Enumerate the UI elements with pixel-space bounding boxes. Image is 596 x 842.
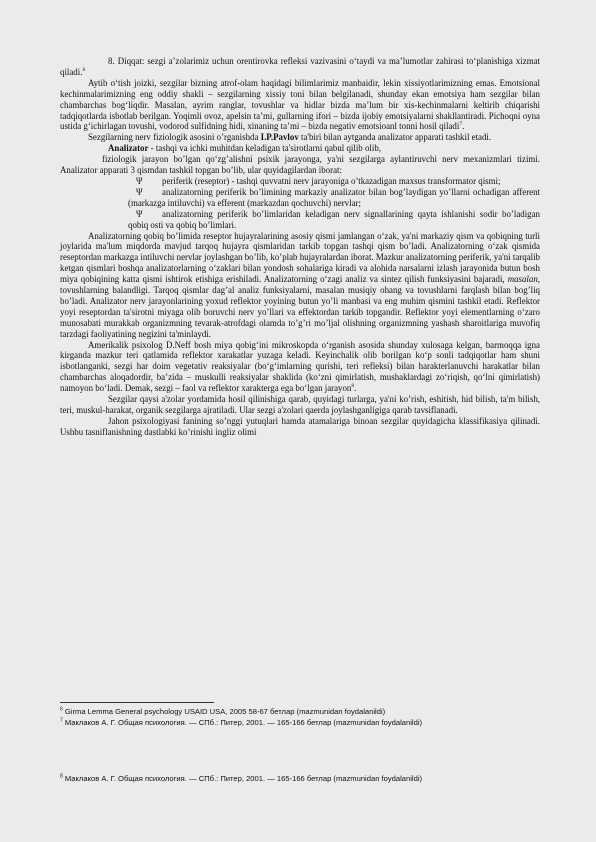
footnote-ref: 6 xyxy=(82,66,86,73)
paragraph-pavlov: Sezgilarning nerv fiziologik asosini o’rganishda I.P.Pavlov ta'biri bilan aytganda analizator apparati tashkil etadi. xyxy=(88,132,492,143)
paragraph-turlar: Sezgilar qaysi a'zolar yordamida hosil qilinishiga qarab, quyidagi turlarga, ya'ni ko’rish, eshitish, hid bilish, ta'm bilish, teri, muskul-harakat, organik sezgilarga ajratiladi. Ular sezgi a'zolari qaerda joylashganligiga qarab tavsiflanadi. xyxy=(60,394,540,415)
psi-bullet-icon: Ψ xyxy=(136,208,143,219)
footnote-8: $^8$ Маклаков А. Г. Общая психология. — СПб.: Питер, 2001. — 165-166 бетлар (mazmunidan foydalanildi) xyxy=(60,773,423,783)
masalan-italic: masalan, xyxy=(507,274,540,285)
list-item: Ψ analizatorning periferik bo’limining markaziy analizator bilan bog’laydigan yo’llarni ochadigan afferent (markazga intiluvchi) va efferent (markazdan qochuvchi) nervlar; xyxy=(108,187,540,209)
footnotes xyxy=(60,702,540,785)
list-item: Ψ analizatorning periferik bo’limlaridan keladigan nerv signallarining qayta ishlanishi sodir bo’ladigan qobiq osti va qobiq bo’limlari. xyxy=(108,209,540,231)
paragraph-diqqat: 8. Diqqat: sezgi a’zolarimiz uchun orentirovka refleksi vazivasini o‘taydi va ma’lumotlar zahirasi to‘planishiga xizmat qiladi.$^6$ xyxy=(60,56,540,77)
psi-bullet-icon: Ψ xyxy=(136,175,143,186)
paragraph-neff: Amerikalik psixolog D.Neff bosh miya qobig‘ini mikroskopda o‘rganish asosida shunday xulosaga kelgan, barmoqqa igna kirganda mazkur teri qatlamida reflektor xarakatlar yuzaga keladi. Keyinchalik olib borilgan ko‘p sonli tadqiqotlar ham shuni isbotlanganki, sezgi har doim vegetativ reaksiyalar (bo‘g‘imlarning qurishi, teri refleksi) bilan harakterlanuvchi harakatlar bilan chambarchas aloqadordir, ba’zida – muskulli reaksiyalar shaklida (ko‘zni qimirlatish, mushaklardagi zo‘riqish, qo‘lni qimirlatish) namoyon bo‘ladi. Demak, sezgi – faol va reflektor xarakterga ega bo‘lgan jarayon$^8$. xyxy=(60,339,540,394)
bullet-list xyxy=(60,176,540,231)
paragraph-jahon: Jahon psixologiyasi fanining so’nggi yutuqlari hamda atamalariga binoan sezgilar quyidagicha klassifikasiya qilinadi. Ushbu tasniflanishning dastlabki ko’rinishi ingliz olimi xyxy=(60,415,540,437)
paragraph-sezgilar-manba: Aytib o‘tish joizki, sezgilar bizning atrof-olam haqidagi bilimlarimiz manbaidir, lekin xissiyotlarimizning emas. Emotsional kechinmalarimizning eng oddiy shakli – sezgilarning xissiy toni bilan belgilanadi, shunday ekan emotsiya ham sezgilar bilan chambarchas bog‘liqdir. Masalan, ayrim ranglar, tovushlar va hidlar bizda ma’lum bir xis-kechinmalarni keltirib chiqarishi tadqiqotlarda isbotlab berilgan. Yoqimli ovoz, apelsin ta’mi, gullarning ifori – bizda ijobiy emotsiyalarni shakllantiradi. Pichoqni oyna ustida g‘ichirlagan tovushi, vodorod sulfidning hidi, xinaning ta’mi – bizda negativ emotsioanl tonni hosil qiladi$^7$. xyxy=(60,77,540,132)
footnote-ref: 8 xyxy=(351,383,355,390)
footnote-6: $^6$ Girma Lemma General psychology USAID USA, 2005 58-67 бетлар (mazmunidan foydalanildi) xyxy=(60,706,386,716)
footnote-ref: 7 xyxy=(459,121,463,128)
list-item: Ψ periferik (reseptor) - tashqi quvvatni nerv jarayoniga o’tkazadigan maxsus transformator qismi; xyxy=(108,176,540,187)
pavlov-bold: I.P.Pavlov xyxy=(260,132,299,143)
paragraph-analizator-def: Analizator - tashqi va ichki muhitdan keladigan ta'sirotlarni qabul qilib olib, xyxy=(108,143,381,154)
analizator-bold: Analizator xyxy=(108,143,149,154)
paragraph-qobiq: Analizatorning qobiq bo’limida reseptor hujayralarining asosiy qismi jamlangan o‘zak, ya'ni markaziy qism va qobiqning turli joylarida ma'lum miqdorda mavjud tarqoq hujayra qismlaridan tarkib topgan tashqi qism bo’ladi. Analizatorning o‘zak qismida reseptordan markazga intiluvchi nervlar joylashgan bo’lib, ko’plab hujayralardan iborat. Mazkur analizatorning periferik, ya'ni tarqalib ketgan qismlari boshqa analizatorlarning o‘zaklari bilan yondosh sohalariga kiradi va alohida narsalarni izlash jarayonida butun bosh miya qobiqining katta qismi ishtirok etishiga erishiladi. Analizatorning o‘zagi analiz va sintez qilish funksiyasini bajaradi, masalan, tovushlarning balandligi. Tarqoq qismlar dag’al analiz funksiyalarni, masalan musiqiy ohang va tovushlarni farqlash bilan bog’liq bo’ladi. Analizator nerv jarayonlarining yoxud reflektor yoyining butun yo’li manbasi va eng muhim qismini tashkil etadi. Reflektor yoyi reseptordan ta'sirotni miyaga olib boruvchi nerv yo’llari va effektordan tarkib topgandir. Reflektor yoyi elementlarning o‘zaro munosabati murakkab organizmning tevarak-atrofdagi olamda to’g’ri mo’ljal olishning organizmning yashash sharoitlariga muvofiq tarzdagi faoliyatining negizini ta'minlaydi. xyxy=(60,230,540,339)
psi-bullet-icon: Ψ xyxy=(136,186,143,197)
paragraph-fiziologik: fiziologik jarayon bo’lgan qo‘zg’alishni psixik jarayonga, ya'ni sezgilarga aylantiruvchi nerv mexanizmlari tizimi. Analizator apparati 3 qismdan tashkil topgan bo’lib, ular quyidagilardan iborat: xyxy=(60,154,540,176)
footnote-7: $^7$ Маклаков А. Г. Общая психология. — СПб.: Питер, 2001. — 165-166 бетлар (mazmunidan foydalanildi) xyxy=(60,716,423,727)
main-text xyxy=(60,56,540,438)
footnote-separator xyxy=(60,702,214,703)
